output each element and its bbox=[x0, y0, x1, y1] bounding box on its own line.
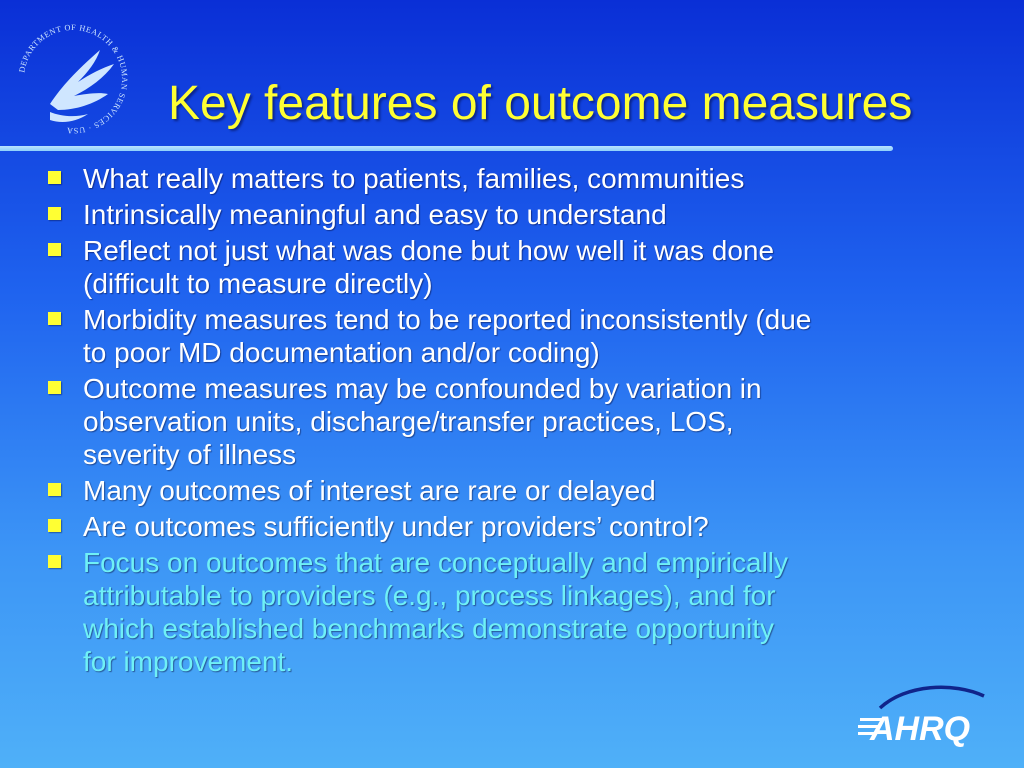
bullet-square-icon bbox=[48, 555, 61, 568]
bullet-square-icon bbox=[48, 312, 61, 325]
bullet-item bbox=[46, 162, 996, 195]
svg-text:AHRQ: AHRQ bbox=[870, 710, 971, 748]
bullet-text-line: which established benchmarks demonstrate opportunity bbox=[83, 613, 775, 644]
bullet-text-line: for improvement. bbox=[83, 646, 294, 677]
bullet-square-icon bbox=[48, 171, 61, 184]
bullet-item bbox=[46, 198, 996, 231]
bullet-item bbox=[46, 303, 996, 369]
bullet-text-line: severity of illness bbox=[83, 439, 297, 470]
bullet-square-icon bbox=[48, 207, 61, 220]
bullet-text-line: observation units, discharge/transfer practices, LOS, bbox=[83, 406, 734, 437]
bullet-text-line: Outcome measures may be confounded by variation in bbox=[83, 373, 762, 404]
bullet-item bbox=[46, 234, 996, 300]
bullet-text-line: What really matters to patients, families, communities bbox=[83, 163, 745, 194]
bullet-text-line: to poor MD documentation and/or coding) bbox=[83, 337, 600, 368]
bullet-text-line: Morbidity measures tend to be reported inconsistently (due bbox=[83, 304, 812, 335]
bullet-item bbox=[46, 510, 996, 543]
bullet-text-line: Reflect not just what was done but how well it was done bbox=[83, 235, 775, 266]
bullet-square-icon bbox=[48, 381, 61, 394]
bullet-text-line: attributable to providers (e.g., process linkages), and for bbox=[83, 580, 776, 611]
bullet-list bbox=[46, 162, 996, 681]
bullet-text-line: Intrinsically meaningful and easy to understand bbox=[83, 199, 667, 230]
bullet-item bbox=[46, 474, 996, 507]
ahrq-logo bbox=[858, 678, 998, 750]
bullet-text-line: (difficult to measure directly) bbox=[83, 268, 433, 299]
bullet-square-icon bbox=[48, 243, 61, 256]
svg-text:DEPARTMENT OF HEALTH & HUMAN S: DEPARTMENT OF HEALTH & HUMAN SERVICES · USA bbox=[17, 22, 130, 136]
bullet-text-line: Many outcomes of interest are rare or delayed bbox=[83, 475, 656, 506]
eagle-icon bbox=[50, 50, 114, 122]
bullet-square-icon bbox=[48, 519, 61, 532]
title-divider bbox=[0, 146, 893, 151]
bullet-text-line: Are outcomes sufficiently under providers’ control? bbox=[83, 511, 709, 542]
bullet-square-icon bbox=[48, 483, 61, 496]
hhs-seal-logo bbox=[10, 16, 136, 142]
bullet-item bbox=[46, 372, 996, 471]
bullet-text-line: Focus on outcomes that are conceptually and empirically bbox=[83, 547, 789, 578]
bullet-item bbox=[46, 546, 996, 678]
slide-title: Key features of outcome measures bbox=[168, 77, 913, 130]
